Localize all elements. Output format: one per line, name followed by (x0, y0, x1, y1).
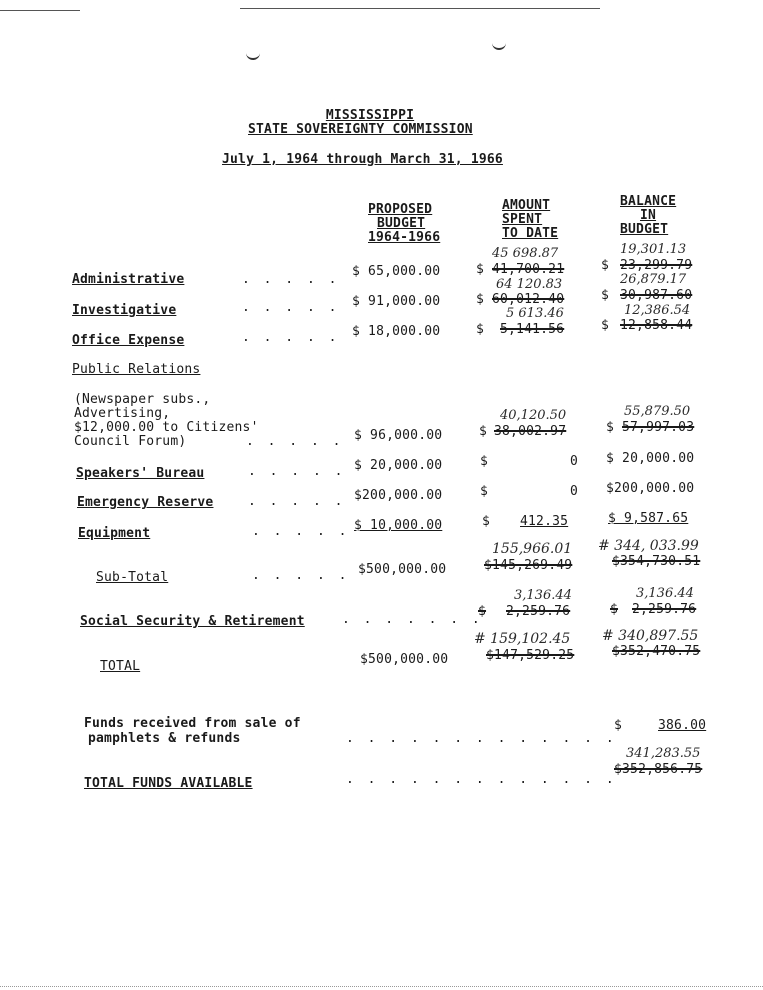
leader-dots: . . . . . (248, 464, 346, 479)
social-security-balance-typed: 2,259.76 (632, 602, 697, 617)
dollar-sign: $ (482, 514, 491, 529)
administrative-balance-typed: 23,299.79 (620, 258, 693, 273)
row-label-sub-total: Sub-Total (96, 570, 169, 585)
speakers-bureau-balance: $ 20,000.00 (606, 451, 695, 466)
dollar-sign: $ (606, 420, 615, 435)
public-relations-spent-typed: 38,002.97 (494, 424, 567, 439)
sub-total-proposed: $500,000.00 (358, 562, 447, 577)
col-proposed-2: BUDGET (377, 216, 426, 231)
dollar-sign: $ (480, 454, 489, 469)
col-balance-3: BUDGET (620, 222, 669, 237)
public-relations-balance-handwritten: 55,879.50 (624, 404, 691, 419)
leader-dots: . . . . . (242, 272, 340, 287)
public-relations-spent-handwritten: 40,120.50 (500, 408, 567, 423)
total-spent-handwritten: # 159,102.45 (474, 631, 571, 647)
speakers-bureau-spent: 0 (570, 454, 579, 469)
public-relations-heading: Public Relations (72, 362, 201, 377)
leader-dots: . . . . . (252, 524, 350, 539)
total-funds-available-label: TOTAL FUNDS AVAILABLE (84, 776, 253, 791)
header-line1: MISSISSIPPI (325, 108, 415, 123)
total-balance-handwritten: # 340,897.55 (602, 628, 699, 644)
header-line2: STATE SOVEREIGNTY COMMISSION (248, 122, 473, 137)
row-label-administrative: Administrative (72, 272, 185, 287)
administrative-proposed: $ 65,000.00 (352, 264, 441, 279)
leader-dots: . . . . . . . . . . . . . (346, 772, 617, 787)
total-proposed: $500,000.00 (360, 652, 449, 667)
punch-mark (246, 52, 260, 60)
leader-dots: . . . . . . . . . . . . . (346, 731, 617, 746)
sub-total-balance-typed: $354,730.51 (612, 554, 701, 569)
office-expense-proposed: $ 18,000.00 (352, 324, 441, 339)
col-balance-1: BALANCE (620, 194, 677, 209)
investigative-spent-typed: 60,012.40 (492, 292, 565, 307)
emergency-reserve-proposed: $200,000.00 (354, 488, 443, 503)
funds-received-label: pamphlets & refunds (88, 731, 241, 746)
total-funds-available-handwritten: 341,283.55 (626, 746, 701, 761)
social-security-balance-handwritten: 3,136.44 (636, 586, 694, 601)
scan-edge (0, 986, 763, 987)
dollar-sign: $ (478, 604, 487, 619)
dollar-sign: $ (476, 262, 485, 277)
public-relations-desc: (Newspaper subs., (74, 392, 211, 407)
col-proposed-1: PROPOSED (368, 202, 433, 217)
leader-dots: . . . . . (252, 568, 350, 583)
leader-dots: . . . . . . . (342, 612, 483, 627)
col-spent-1: AMOUNT (502, 198, 551, 213)
administrative-balance-handwritten: 19,301.13 (620, 242, 687, 257)
dollar-sign: $ (479, 424, 488, 439)
leader-dots: . . . . . (242, 300, 340, 315)
row-label-emergency-reserve: Emergency Reserve (77, 495, 214, 510)
punch-mark (492, 42, 506, 50)
office-expense-spent-typed: 5,141.56 (500, 322, 565, 337)
dollar-sign: $ (476, 292, 485, 307)
investigative-balance-typed: 30,987.60 (620, 288, 693, 303)
col-proposed-3: 1964-1966 (368, 230, 441, 245)
dollar-sign: $ (601, 288, 610, 303)
public-relations-desc: Advertising, (74, 406, 171, 421)
col-spent-3: TO DATE (502, 226, 559, 241)
dollar-sign: $ (476, 322, 485, 337)
office-expense-spent-handwritten: 5 613.46 (506, 306, 564, 321)
equipment-proposed: $ 10,000.00 (354, 518, 443, 533)
emergency-reserve-spent: 0 (570, 484, 579, 499)
emergency-reserve-balance: $200,000.00 (606, 481, 695, 496)
social-security-spent-typed: 2,259.76 (506, 604, 571, 619)
sub-total-spent-handwritten: 155,966.01 (492, 541, 573, 557)
equipment-spent: 412.35 (520, 514, 569, 529)
public-relations-balance-typed: 57,997.03 (622, 420, 695, 435)
total-funds-available-typed: $352,856.75 (614, 762, 703, 777)
investigative-proposed: $ 91,000.00 (352, 294, 441, 309)
col-balance-2: IN (640, 208, 657, 223)
dollar-sign: $ (480, 484, 489, 499)
funds-received-label: Funds received from sale of (84, 716, 301, 731)
header-period: July 1, 1964 through March 31, 1966 (222, 152, 503, 167)
sub-total-spent-typed: $145,269.49 (484, 558, 573, 573)
administrative-spent-handwritten: 45 698.87 (492, 246, 559, 261)
col-spent-2: SPENT (502, 212, 543, 227)
leader-dots: . . . . . (242, 330, 340, 345)
row-label-total: TOTAL (100, 659, 141, 674)
dollar-sign: $ (601, 318, 610, 333)
administrative-spent-typed: 41,700.21 (492, 262, 565, 277)
speakers-bureau-proposed: $ 20,000.00 (354, 458, 443, 473)
equipment-balance: $ 9,587.65 (608, 511, 689, 526)
public-relations-proposed: $ 96,000.00 (354, 428, 443, 443)
scan-artifact-line (0, 10, 80, 11)
social-security-spent-handwritten: 3,136.44 (514, 588, 572, 603)
dollar-sign: $ (610, 602, 619, 617)
row-label-equipment: Equipment (78, 526, 151, 541)
leader-dots: . . . . . (248, 494, 346, 509)
office-expense-balance-handwritten: 12,386.54 (624, 303, 691, 318)
public-relations-desc: Council Forum) (74, 434, 187, 449)
public-relations-desc: $12,000.00 to Citizens' (74, 420, 259, 435)
dollar-sign: $ (614, 718, 623, 733)
investigative-spent-handwritten: 64 120.83 (496, 277, 563, 292)
total-spent-typed: $147,529.25 (486, 648, 575, 663)
row-label-speakers-bureau: Speakers' Bureau (76, 466, 205, 481)
row-label-social-security: Social Security & Retirement (80, 614, 305, 629)
row-label-office-expense: Office Expense (72, 333, 185, 348)
scan-artifact-line (240, 8, 600, 9)
dollar-sign: $ (601, 258, 610, 273)
investigative-balance-handwritten: 26,879.17 (620, 272, 687, 287)
leader-dots: . . . . . (246, 434, 344, 449)
funds-received-value: 386.00 (658, 718, 707, 733)
sub-total-balance-handwritten: # 344, 033.99 (598, 538, 699, 554)
office-expense-balance-typed: 12,858.44 (620, 318, 693, 333)
row-label-investigative: Investigative (72, 303, 177, 318)
total-balance-typed: $352,470.75 (612, 644, 701, 659)
